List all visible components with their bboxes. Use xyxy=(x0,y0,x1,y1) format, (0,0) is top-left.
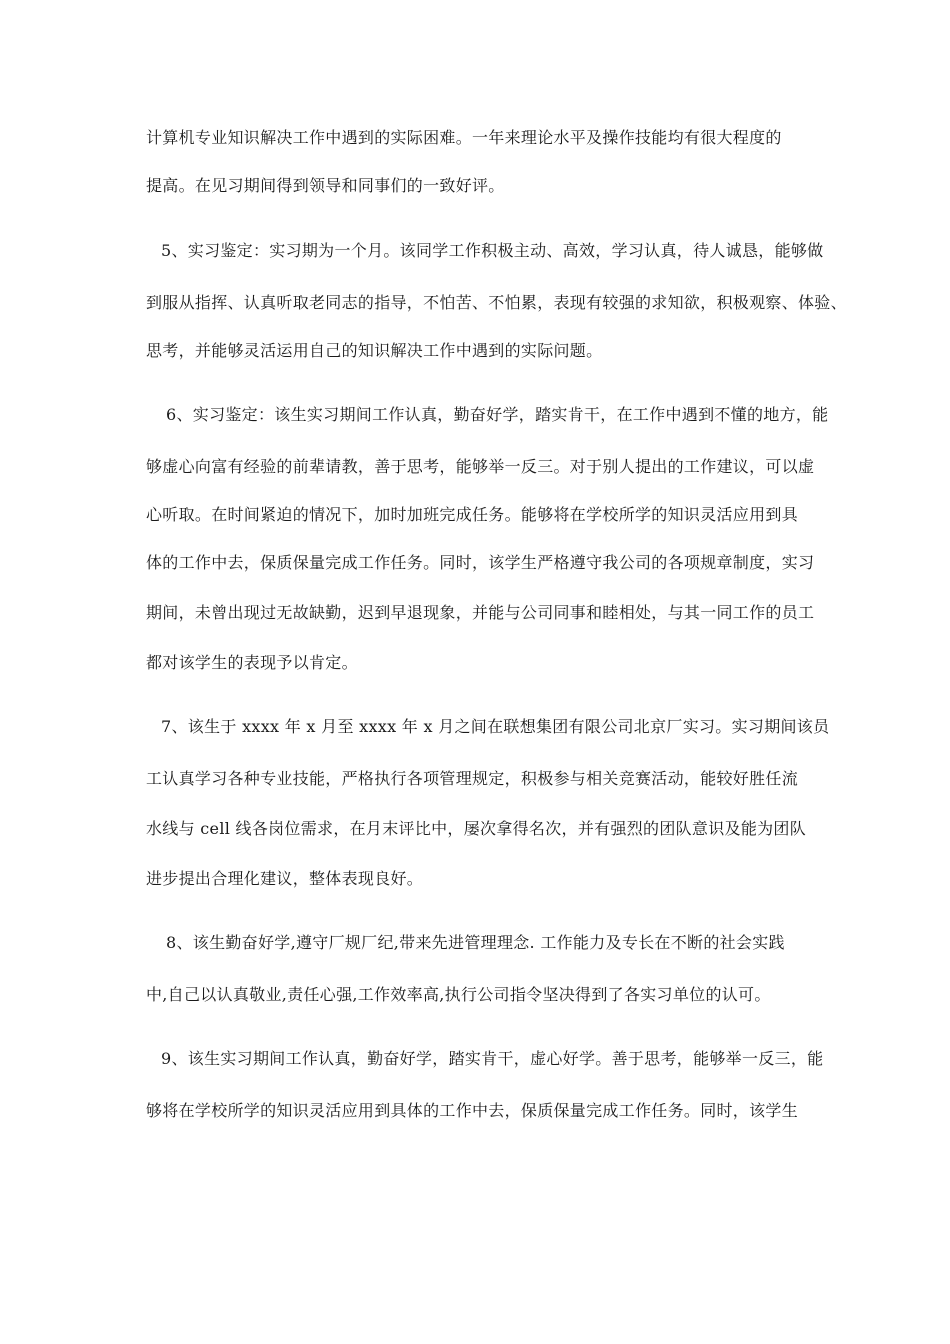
paragraph-line: 水线与 cell 线各岗位需求，在月末评比中，屡次拿得名次，并有强烈的团队意识及能为团队 xyxy=(146,819,807,838)
paragraph-6-line: 6、实习鉴定：该生实习期间工作认真，勤奋好学，踏实肯干，在工作中遇到不懂的地方，能 xyxy=(166,405,829,424)
paragraph-line: 工认真学习各种专业技能，严格执行各项管理规定，积极参与相关竞赛活动，能较好胜任流 xyxy=(146,769,799,788)
paragraph-line: 进步提出合理化建议，整体表现良好。 xyxy=(146,869,424,888)
paragraph-line: 都对该学生的表现予以肯定。 xyxy=(146,653,358,672)
paragraph-line: 够将在学校所学的知识灵活应用到具体的工作中去，保质保量完成工作任务。同时，该学生 xyxy=(146,1101,799,1120)
paragraph-line: 思考，并能够灵活运用自己的知识解决工作中遇到的实际问题。 xyxy=(146,341,603,360)
paragraph-line: 体的工作中去，保质保量完成工作任务。同时，该学生严格遵守我公司的各项规章制度，实习 xyxy=(146,553,815,572)
paragraph-5-line: 5、实习鉴定：实习期为一个月。该同学工作积极主动、高效，学习认真，待人诚恳，能够做 xyxy=(161,241,824,260)
paragraph-line: 计算机专业知识解决工作中遇到的实际困难。一年来理论水平及操作技能均有很大程度的 xyxy=(146,128,782,147)
paragraph-9-line: 9、该生实习期间工作认真，勤奋好学，踏实肯干，虚心好学。善于思考，能够举一反三，能 xyxy=(161,1049,824,1068)
paragraph-line: 期间，未曾出现过无故缺勤，迟到早退现象，并能与公司同事和睦相处，与其一同工作的员工 xyxy=(146,603,815,622)
paragraph-8-line: 8、该生勤奋好学,遵守厂规厂纪,带来先进管理理念. 工作能力及专长在不断的社会实践 xyxy=(166,933,785,952)
paragraph-line: 中,自己以认真敬业,责任心强,工作效率高,执行公司指令坚决得到了各实习单位的认可。 xyxy=(146,985,771,1004)
paragraph-line: 到服从指挥、认真听取老同志的指导，不怕苦、不怕累，表现有较强的求知欲，积极观察、体验、 xyxy=(146,293,847,312)
paragraph-line: 心听取。在时间紧迫的情况下，加时加班完成任务。能够将在学校所学的知识灵活应用到具 xyxy=(146,505,799,524)
paragraph-7-line: 7、该生于 xxxx 年 x 月至 xxxx 年 x 月之间在联想集团有限公司北京厂实习。实习期间该员 xyxy=(161,717,830,736)
paragraph-line: 够虚心向富有经验的前辈请教，善于思考，能够举一反三。对于别人提出的工作建议，可以虚 xyxy=(146,457,815,476)
paragraph-line: 提高。在见习期间得到领导和同事们的一致好评。 xyxy=(146,176,505,195)
